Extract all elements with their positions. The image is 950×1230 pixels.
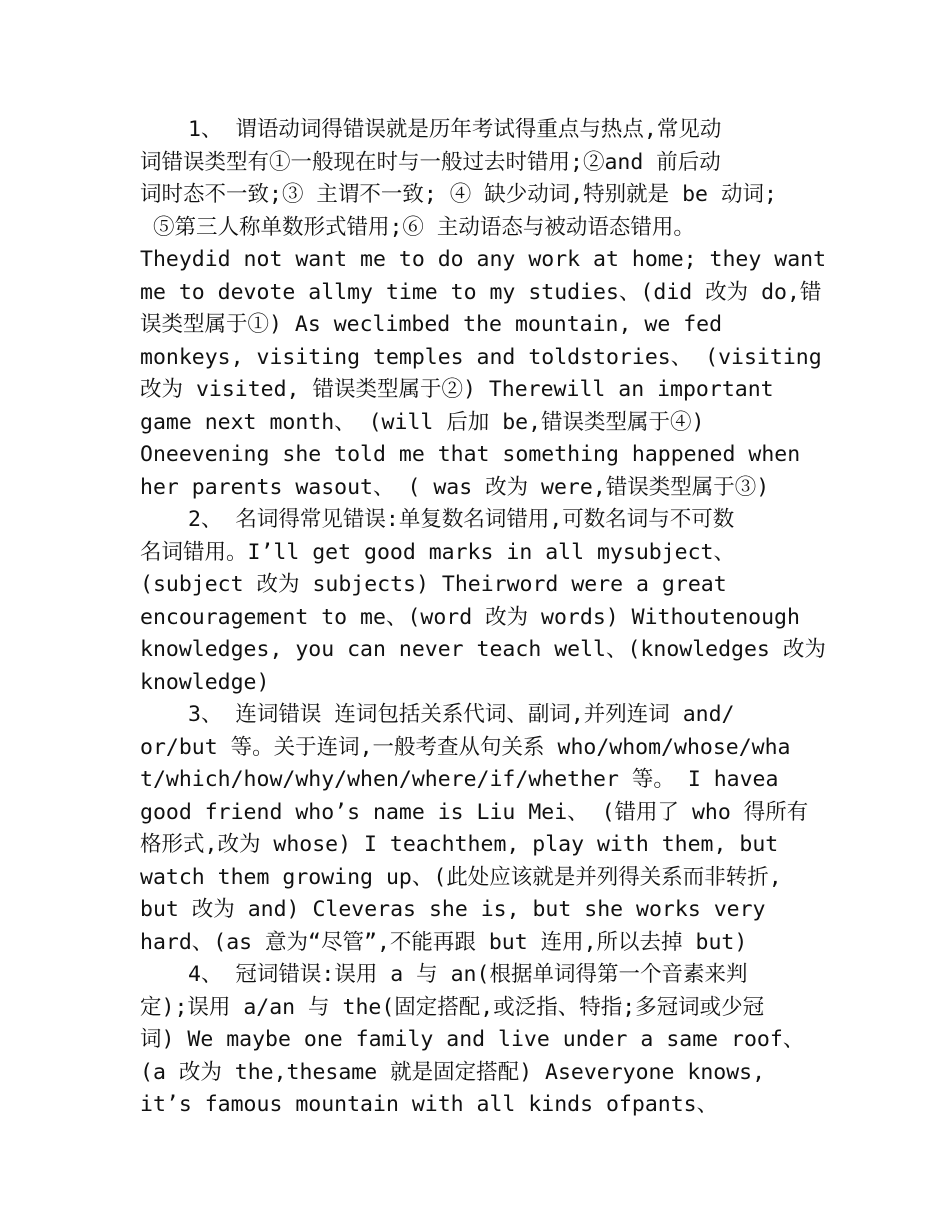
paragraph-line: Theydid not want me to do any work at home; they want [140, 247, 827, 272]
paragraph-line: good friend who’s name is Liu Mei、 (错用了 who 得所有 [140, 800, 809, 825]
paragraph-line: (a 改为 the,thesame 就是固定搭配) Aseveryone knows, [140, 1060, 766, 1085]
paragraph-line: knowledges, you can never teach well、(knowledges 改为 [140, 637, 826, 662]
paragraph-line: 误类型属于①) As weclimbed the mountain, we fed [140, 312, 723, 337]
paragraph-line: knowledge) [140, 670, 270, 695]
paragraph-line: 4、 冠词错误:误用 a 与 an(根据单词得第一个音素来判 [188, 962, 748, 987]
paragraph-line: hard、(as 意为“尽管”,不能再跟 but 连用,所以去掉 but) [140, 930, 748, 955]
paragraph-line: Oneevening she told me that something happened when [140, 442, 801, 467]
paragraph-line: 词错误类型有①一般现在时与一般过去时错用;②and 前后动 [140, 150, 721, 175]
paragraph-line: but 改为 and) Cleveras she is, but she works very [140, 897, 766, 922]
paragraph-line: 1、 谓语动词得错误就是历年考试得重点与热点,常见动 [188, 117, 722, 142]
paragraph-line: me to devote allmy time to my studies、(did 改为 do,错 [140, 280, 822, 305]
paragraph-line: 改为 visited, 错误类型属于②) Therewill an important [140, 377, 774, 402]
paragraph-line: monkeys, visiting temples and toldstories、 (visiting [140, 345, 822, 370]
paragraph-line: 定);误用 a/an 与 the(固定搭配,或泛指、特指;多冠词或少冠 [140, 995, 765, 1020]
paragraph-line: 3、 连词错误 连词包括关系代词、副词,并列连词 and/ [188, 702, 735, 727]
paragraph-line: her parents wasout、 ( was 改为 were,错误类型属于③) [140, 475, 770, 500]
paragraph-line: or/but 等。关于连词,一般考查从句关系 who/whom/whose/wha [140, 735, 791, 760]
paragraph-line: it’s famous mountain with all kinds ofpants、 [140, 1092, 719, 1117]
paragraph-line: 名词错用。I’ll get good marks in all mysubject、 [140, 540, 735, 565]
paragraph-line: 词) We maybe one family and live under a same roof、 [140, 1027, 805, 1052]
paragraph-line: 格形式,改为 whose) I teachthem, play with them, but [140, 832, 779, 857]
paragraph-line: 2、 名词得常见错误:单复数名词错用,可数名词与不可数 [188, 507, 735, 532]
paragraph-line: t/which/how/why/when/where/if/whether 等。 I havea [140, 767, 779, 792]
paragraph-line: encouragement to me、(word 改为 words) Withoutenough [140, 605, 800, 630]
paragraph-line: (subject 改为 subjects) Theirword were a great [140, 572, 727, 597]
paragraph-line: 词时态不一致;③ 主谓不一致; ④ 缺少动词,特别就是 be 动词; [140, 182, 777, 207]
paragraph-line: ⑤第三人称单数形式错用;⑥ 主动语态与被动语态错用。 [140, 215, 695, 240]
paragraph-line: watch them growing up、(此处应该就是并列得关系而非转折, [140, 865, 782, 890]
paragraph-line: game next month、 (will 后加 be,错误类型属于④) [140, 410, 705, 435]
